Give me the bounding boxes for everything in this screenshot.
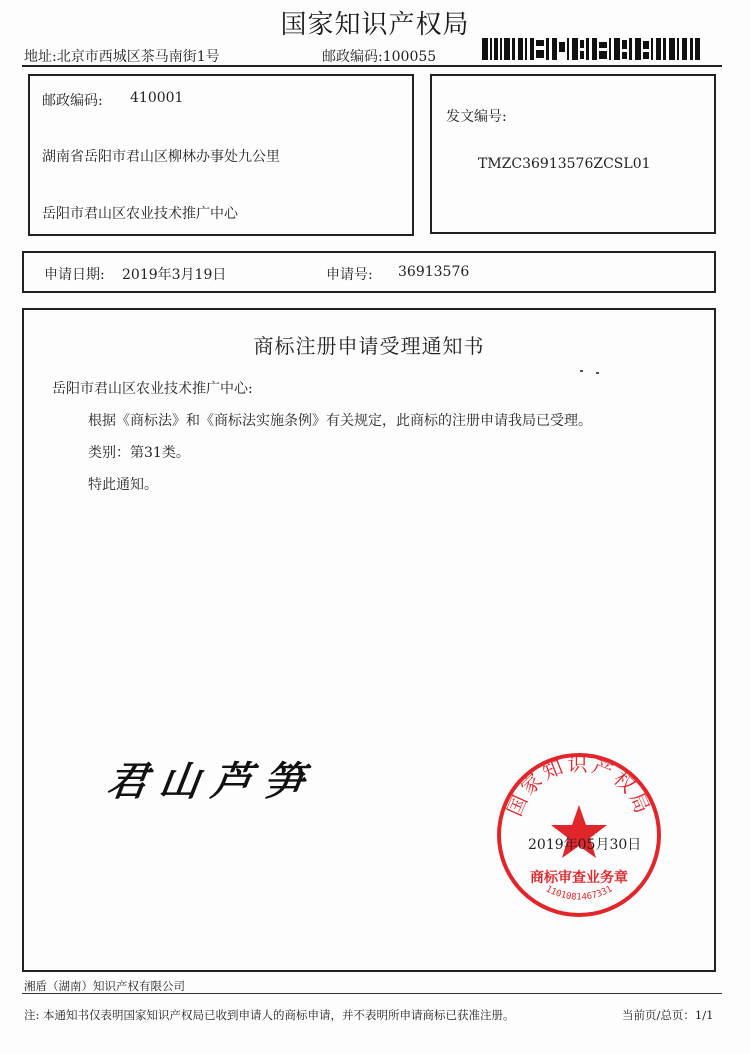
issuer-title: 国家知识产权局 — [280, 10, 470, 40]
scan-speck — [596, 372, 599, 374]
footer-note: 注: 本通知书仅表明国家知识产权局已收到申请人的商标申请，并不表明所申请商标已获准注册。 — [24, 1008, 515, 1022]
document-number-box — [430, 74, 716, 234]
issuer-postal-code: 邮政编码:100055 — [322, 49, 437, 65]
recipient-postal-label: 邮政编码: — [42, 93, 103, 109]
document-number-value: TMZC36913576ZCSL01 — [478, 156, 651, 172]
application-number-value: 36913576 — [398, 264, 470, 280]
seal-outer-text: 国家知识产权局 — [502, 752, 656, 820]
application-number-label: 申请号: — [326, 267, 373, 283]
seal-date: 2019年05月30日 — [528, 837, 642, 853]
trademark-specimen: 君山芦笋 — [104, 758, 319, 805]
document-number-label: 发文编号: — [446, 109, 507, 125]
issuer-address: 地址:北京市西城区茶马南街1号 — [24, 49, 220, 65]
barcode — [482, 36, 700, 62]
recipient-box — [28, 74, 414, 236]
scan-speck — [580, 370, 583, 372]
recipient-address: 湖南省岳阳市君山区柳林办事处九公里 — [42, 149, 280, 165]
application-date-value: 2019年3月19日 — [122, 267, 227, 283]
notice-body: 根据《商标法》和《商标法实施条例》有关规定，此商标的注册申请我局已受理。 — [88, 413, 592, 429]
recipient-postal-value: 410001 — [130, 90, 184, 106]
seal-serial: 1101081467331 — [543, 884, 615, 903]
recipient-organization: 岳阳市君山区农业技术推广中心 — [42, 206, 238, 222]
application-date-label: 申请日期: — [44, 267, 105, 283]
svg-text:1101081467331 — [544, 884, 614, 902]
notice-closing: 特此通知。 — [88, 477, 158, 493]
page-indicator: 当前页/总页：1/1 — [622, 1008, 714, 1022]
application-info-box — [22, 251, 716, 293]
footer-divider — [22, 993, 722, 994]
notice-title: 商标注册申请受理通知书 — [253, 334, 485, 358]
agent-name: 湘盾（湖南）知识产权有限公司 — [24, 979, 185, 993]
header-divider — [22, 65, 722, 67]
notice-addressee: 岳阳市君山区农业技术推广中心: — [52, 381, 253, 397]
seal-inner-text: 商标审查业务章 — [530, 870, 628, 886]
notice-category: 类别：第31类。 — [88, 445, 190, 461]
